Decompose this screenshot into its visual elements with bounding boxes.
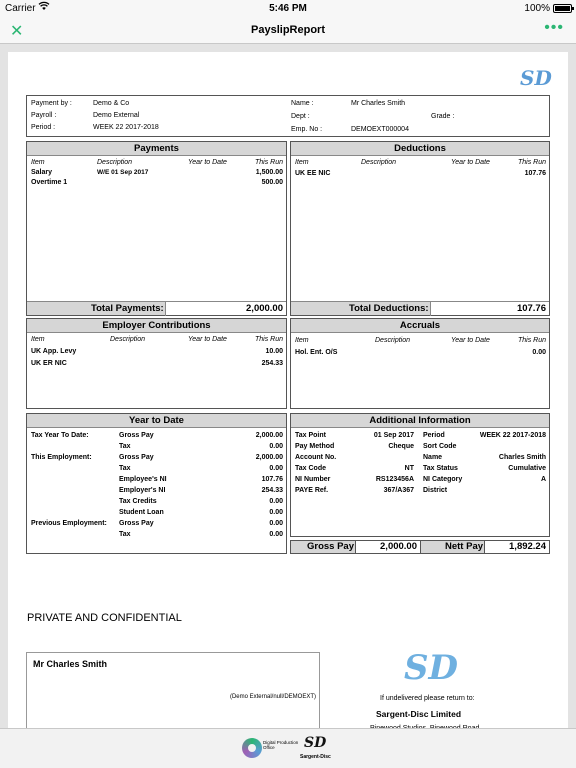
- deduction-run: 107.76: [524, 170, 546, 177]
- col-item: Item: [295, 159, 309, 166]
- col-this-run: This Run: [254, 336, 283, 343]
- ytd-item-label: Employer's NI: [119, 487, 166, 494]
- payment-desc: W/E 01 Sep 2017: [97, 169, 149, 176]
- col-item: Item: [31, 159, 45, 166]
- col-description: Description: [361, 159, 397, 166]
- addressee-name: Mr Charles Smith: [33, 659, 108, 669]
- payment-item: Salary: [31, 169, 53, 176]
- additional-right-label: Name: [423, 454, 443, 461]
- additional-left-value: NT: [404, 465, 414, 472]
- payment-item: Overtime 1: [31, 179, 68, 186]
- deductions-total-row: [291, 301, 549, 315]
- col-this-run: This Run: [517, 159, 546, 166]
- name-value: Mr Charles Smith: [351, 100, 406, 107]
- employer-contributions-section: [26, 318, 287, 409]
- accruals-title: Accruals: [291, 319, 549, 333]
- ytd-item-label: Tax: [119, 465, 131, 472]
- grade-label: Grade :: [431, 113, 455, 120]
- payslip-page: [8, 52, 568, 732]
- battery-icon: [553, 4, 572, 13]
- employer-contributions-title: Employer Contributions: [27, 319, 286, 333]
- ytd-group-label: Tax Year To Date:: [31, 432, 89, 439]
- payroll-value: Demo External: [93, 112, 140, 119]
- col-description: Description: [375, 337, 411, 344]
- gross-pay-label: Gross Pay: [307, 541, 354, 552]
- col-item: Item: [295, 337, 309, 344]
- additional-right-value: Cumulative: [508, 465, 546, 472]
- additional-left-value: 01 Sep 2017: [373, 432, 414, 439]
- employee-header: [26, 95, 550, 137]
- col-year-to-date: Year to Date: [451, 337, 490, 344]
- col-item: Item: [31, 336, 45, 343]
- ytd-item-value: 0.00: [269, 531, 283, 538]
- additional-left-label: Tax Point: [295, 432, 326, 439]
- bottom-toolbar: [0, 728, 576, 768]
- deductions-title: Deductions: [291, 142, 549, 156]
- deduction-item: UK EE NIC: [295, 170, 331, 177]
- ytd-item-value: 0.00: [269, 443, 283, 450]
- ytd-item-label: Student Loan: [119, 509, 164, 516]
- nett-pay-label: Nett Pay: [445, 541, 484, 552]
- additional-left-value: 367/A367: [383, 487, 414, 494]
- nav-bar: [0, 18, 576, 44]
- dept-label: Dept :: [291, 113, 310, 120]
- additional-left-label: PAYE Ref.: [295, 487, 329, 494]
- employer-item: UK App. Levy: [31, 348, 77, 355]
- additional-right-label: District: [423, 487, 448, 494]
- total-payments-value: 2,000.00: [246, 303, 283, 314]
- address-reference: (Demo External/null/DEMOEXT): [229, 694, 316, 700]
- empno-value: DEMOEXT000004: [351, 126, 409, 133]
- close-icon[interactable]: ✕: [10, 23, 24, 40]
- payment-by-label: Payment by :: [31, 100, 72, 107]
- total-deductions-value: 107.76: [516, 303, 546, 314]
- payments-total-row: [27, 301, 286, 315]
- deductions-section: [290, 141, 550, 316]
- ytd-item-label: Tax: [119, 531, 131, 538]
- accrual-item: Hol. Ent. O/S: [295, 349, 338, 356]
- ytd-item-label: Employee's NI: [119, 476, 167, 483]
- payroll-label: Payroll :: [31, 112, 57, 119]
- total-deductions-label: Total Deductions:: [349, 303, 429, 314]
- year-to-date-title: Year to Date: [27, 414, 286, 428]
- ytd-item-label: Gross Pay: [119, 432, 154, 439]
- sargent-disc-logo: SD: [520, 66, 552, 90]
- ytd-item-value: 2,000.00: [255, 432, 283, 439]
- ytd-item-label: Gross Pay: [119, 520, 154, 527]
- ytd-item-value: 107.76: [261, 476, 283, 483]
- nett-pay-value: 1,892.24: [509, 541, 546, 552]
- additional-information-section: [290, 413, 550, 537]
- additional-right-label: Tax Status: [423, 465, 458, 472]
- nav-title: PayslipReport: [251, 24, 325, 36]
- additional-right-value: A: [540, 476, 546, 483]
- payment-by-value: Demo & Co: [93, 100, 130, 107]
- sargent-disc-footer-logo: SD: [304, 735, 327, 751]
- period-label: Period :: [31, 124, 56, 131]
- col-year-to-date: Year to Date: [188, 159, 227, 166]
- additional-left-value: RS123456A: [375, 476, 414, 483]
- ytd-item-value: 0.00: [269, 465, 283, 472]
- col-year-to-date: Year to Date: [188, 336, 227, 343]
- payment-run: 500.00: [261, 179, 283, 186]
- status-bar: [0, 0, 576, 18]
- ytd-item-value: 0.00: [269, 498, 283, 505]
- sargent-disc-footer-text: Sargent-Disc: [300, 754, 331, 760]
- ytd-item-value: 0.00: [269, 520, 283, 527]
- col-description: Description: [97, 159, 133, 166]
- return-line: If undelivered please return to:: [380, 695, 475, 702]
- battery-percent: 100%: [524, 3, 550, 14]
- more-options-icon[interactable]: •••: [544, 19, 564, 36]
- additional-left-label: Tax Code: [295, 465, 326, 472]
- gross-pay-value: 2,000.00: [380, 541, 417, 552]
- empno-label: Emp. No :: [291, 126, 323, 133]
- ytd-item-label: Tax Credits: [119, 498, 157, 505]
- confidential-label: PRIVATE AND CONFIDENTIAL: [27, 612, 182, 624]
- additional-right-value: Charles Smith: [498, 454, 546, 461]
- ytd-item-label: Tax: [119, 443, 131, 450]
- additional-right-label: Sort Code: [423, 443, 457, 450]
- col-year-to-date: Year to Date: [451, 159, 490, 166]
- name-label: Name :: [291, 100, 314, 107]
- ytd-item-value: 254.33: [261, 487, 283, 494]
- ytd-item-value: 2,000.00: [255, 454, 283, 461]
- carrier-label: Carrier: [5, 3, 36, 14]
- accrual-run: 0.00: [532, 349, 546, 356]
- employer-item: UK ER NIC: [31, 360, 67, 367]
- additional-left-label: NI Number: [295, 476, 331, 483]
- accruals-section: [290, 318, 550, 409]
- additional-right-value: WEEK 22 2017-2018: [479, 432, 546, 439]
- additional-right-label: Period: [423, 432, 445, 439]
- payments-title: Payments: [27, 142, 286, 156]
- ytd-group-label: This Employment:: [31, 454, 92, 461]
- year-to-date-section: [26, 413, 287, 554]
- period-value: WEEK 22 2017-2018: [93, 124, 159, 131]
- additional-left-label: Account No.: [295, 454, 337, 461]
- employer-run: 10.00: [265, 348, 283, 355]
- col-description: Description: [110, 336, 146, 343]
- employer-run: 254.33: [261, 360, 283, 367]
- total-payments-label: Total Payments:: [91, 303, 164, 314]
- ytd-item-label: Gross Pay: [119, 454, 154, 461]
- additional-left-label: Pay Method: [295, 443, 335, 450]
- digital-production-office-logo: Digital Production Office: [263, 740, 299, 750]
- clock: 5:46 PM: [269, 3, 307, 14]
- additional-information-title: Additional Information: [291, 414, 549, 428]
- ytd-item-value: 0.00: [269, 509, 283, 516]
- col-this-run: This Run: [517, 337, 546, 344]
- col-this-run: This Run: [254, 159, 283, 166]
- payments-section: [26, 141, 287, 316]
- additional-left-value: Cheque: [388, 443, 414, 450]
- additional-right-label: NI Category: [423, 476, 463, 483]
- pay-summary: [290, 540, 550, 554]
- payment-run: 1,500.00: [255, 169, 283, 176]
- sargent-disc-large-logo: SD: [404, 648, 459, 688]
- ytd-group-label: Previous Employment:: [31, 520, 107, 527]
- address-window: [26, 652, 320, 732]
- return-company: Sargent-Disc Limited: [376, 709, 462, 719]
